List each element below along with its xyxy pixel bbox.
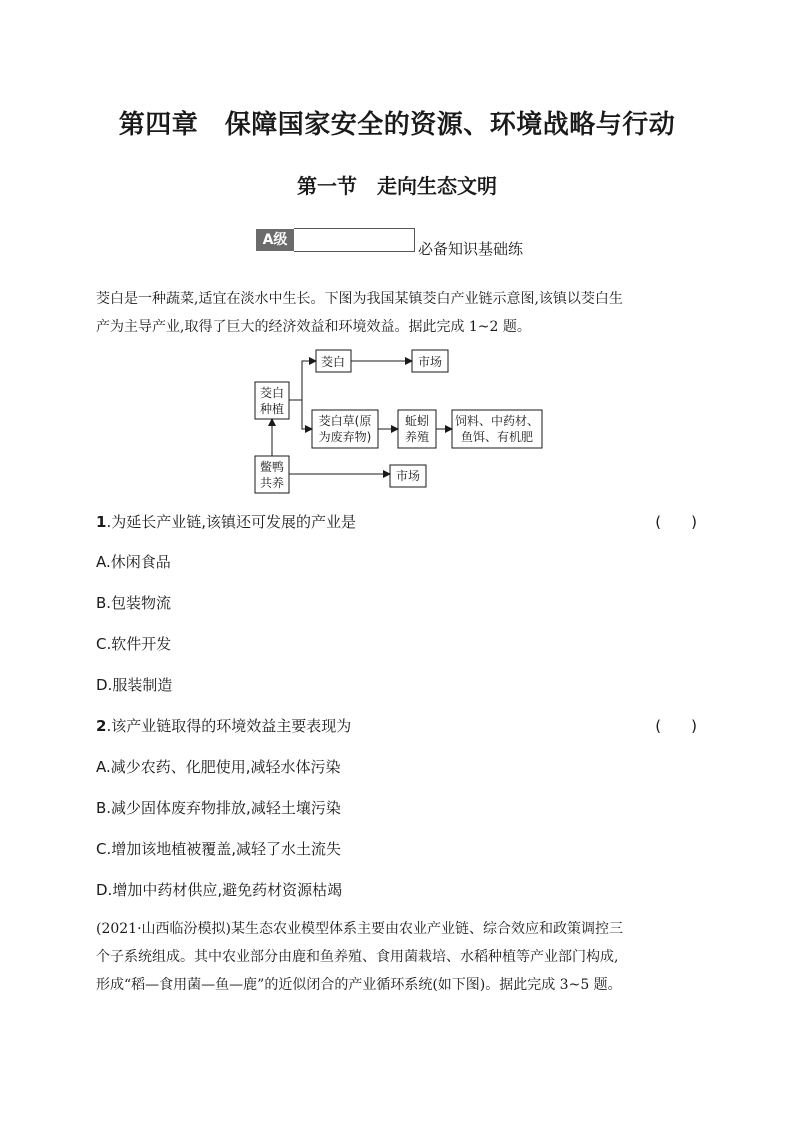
node-earthworm-text-2: 养殖: [404, 430, 430, 444]
question-text: .为延长产业链,该镇还可发展的产业是: [106, 513, 356, 531]
option-c: C.增加该地植被覆盖,减轻了水土流失: [96, 840, 342, 858]
section-title: 第一节 走向生态文明: [297, 174, 497, 198]
industry-chain-diagram: [240, 340, 560, 495]
node-turtle-text-1: 鳖鸭: [259, 460, 285, 474]
node-straw-text-1: 茭白草(原: [318, 414, 372, 428]
option-a: A.休闲食品: [96, 553, 171, 571]
question-text: .该产业链取得的环境效益主要表现为: [106, 717, 352, 735]
question-number: 2: [96, 717, 107, 735]
node-market1-text: 市场: [417, 355, 443, 369]
question-1: [96, 511, 356, 532]
node-products-text-1: 饲料、中药材、: [454, 414, 540, 428]
intro-line: 形成“稻—食用菌—鱼—鹿”的近似闭合的产业循环系统(如下图)。据此完成 3~5 题。: [96, 977, 622, 993]
node-products-text-2: 鱼饵、有机肥: [460, 430, 534, 444]
node-turtle-text-2: 共养: [259, 476, 285, 490]
answer-paren: ( ): [655, 717, 697, 735]
option-b: B.包装物流: [96, 594, 172, 612]
intro-line: 个子系统组成。其中农业部分由鹿和鱼养殖、食用菌栽培、水稻种植等产业部门构成,: [96, 949, 619, 965]
intro-line: 茭白是一种蔬菜,适宜在淡水中生长。下图为我国某镇茭白产业链示意图,该镇以茭白生: [96, 291, 623, 307]
intro-line: (2021·山西临汾模拟)某生态农业模型体系主要由农业产业链、综合效应和政策调控三: [96, 921, 624, 937]
level-badge: A级: [256, 229, 294, 251]
level-label: 必备知识基础练: [418, 240, 524, 258]
question-number: 1: [96, 513, 107, 531]
node-earthworm-text-1: 蚯蚓: [404, 414, 430, 428]
answer-paren: ( ): [655, 513, 697, 531]
intro-line: 产为主导产业,取得了巨大的经济效益和环境效益。据此完成 1~2 题。: [96, 319, 531, 335]
question-2: [96, 715, 351, 736]
option-d: D.服装制造: [96, 676, 173, 694]
node-plant-text-1: 茭白: [259, 386, 285, 400]
node-jiaobai-text: 茭白: [320, 355, 346, 369]
option-c: C.软件开发: [96, 635, 172, 653]
node-plant-text-2: 种植: [259, 402, 285, 416]
level-blank-box: [294, 228, 415, 252]
option-b: B.减少固体废弃物排放,减轻土壤污染: [96, 799, 341, 817]
option-d: D.增加中药材供应,避免药材资源枯竭: [96, 881, 343, 899]
node-straw-text-2: 为废弃物): [318, 430, 372, 444]
node-market2-text: 市场: [395, 469, 421, 483]
intro-paragraph-1: [96, 285, 700, 341]
intro-paragraph-2: [96, 915, 700, 999]
option-a: A.减少农药、化肥使用,减轻水体污染: [96, 758, 341, 776]
chapter-title: 第四章 保障国家安全的资源、环境战略与行动: [118, 110, 676, 140]
